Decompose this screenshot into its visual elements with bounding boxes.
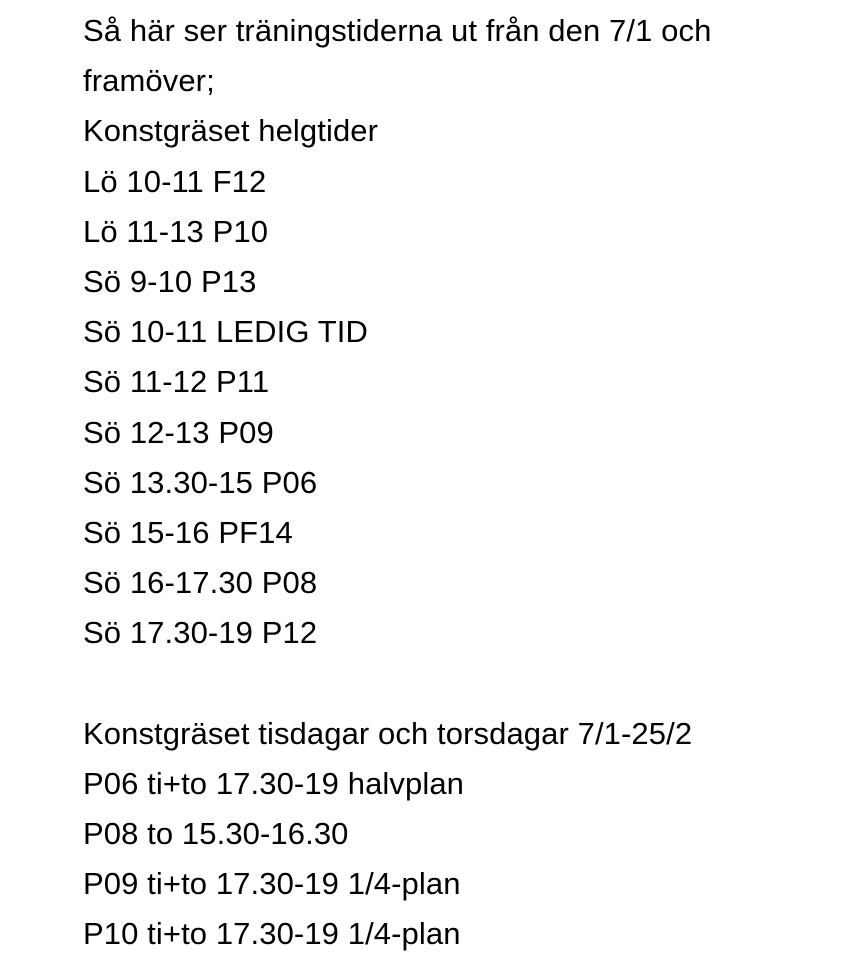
weekday-heading: Konstgräset tisdagar och torsdagar 7/1-25/2	[83, 715, 693, 751]
schedule-line: P10 ti+to 17.30-19 1/4-plan	[83, 916, 461, 952]
schedule-line: Sö 11-12 P11	[83, 364, 270, 400]
schedule-line: Lö 11-13 P10	[83, 213, 269, 249]
schedule-line: Sö 13.30-15 P06	[83, 464, 318, 500]
schedule-line: Sö 12-13 P09	[83, 414, 274, 450]
schedule-line: P06 ti+to 17.30-19 halvplan	[83, 765, 465, 801]
schedule-line: Sö 16-17.30 P08	[83, 565, 318, 601]
schedule-line: P09 ti+to 17.30-19 1/4-plan	[83, 866, 461, 902]
blank-line	[83, 658, 843, 708]
intro-line: Så här ser träningstiderna ut från den 7/1 och	[83, 13, 712, 48]
note-text	[83, 6, 843, 960]
intro-line: framöver;	[83, 63, 215, 99]
schedule-line: Sö 10-11 LEDIG TID	[83, 314, 368, 350]
schedule-line: Sö 9-10 P13	[83, 263, 257, 299]
schedule-line: P08 to 15.30-16.30	[83, 816, 349, 851]
schedule-line: Sö 17.30-19 P12	[83, 615, 318, 651]
schedule-line: Lö 10-11 F12	[83, 163, 267, 199]
schedule-line: Sö 15-16 PF14	[83, 514, 293, 550]
weekend-heading: Konstgräset helgtider	[83, 113, 379, 149]
